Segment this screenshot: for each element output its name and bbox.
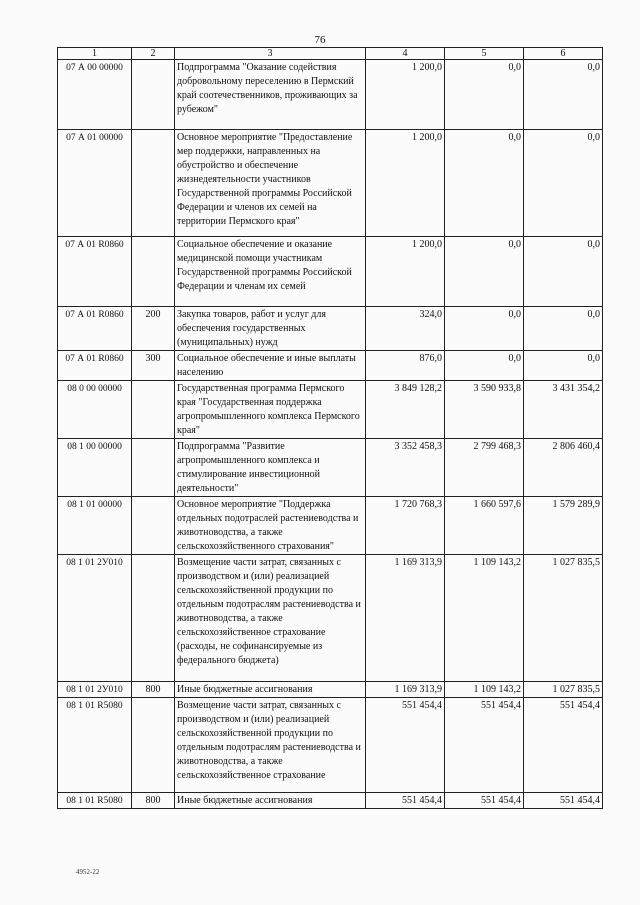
- amount-year1-cell: 1 169 313,9: [366, 682, 445, 698]
- amount-year1-cell: 1 200,0: [366, 237, 445, 307]
- table-row: [58, 351, 603, 381]
- table-row: [58, 497, 603, 555]
- expense-type-cell: [132, 698, 175, 793]
- item-name-cell: Социальное обеспечение и оказание медицинской помощи участникам Государственной программы Российской Федерации и членам их семей: [175, 237, 366, 307]
- table-row: [58, 555, 603, 682]
- expense-type-cell: [132, 555, 175, 682]
- amount-year3-cell: 551 454,4: [524, 698, 603, 793]
- amount-year3-cell: 551 454,4: [524, 793, 603, 809]
- expense-type-cell: 800: [132, 682, 175, 698]
- column-header: 3: [175, 48, 366, 60]
- table-row: [58, 698, 603, 793]
- amount-year1-cell: 1 169 313,9: [366, 555, 445, 682]
- column-header: 1: [58, 48, 132, 60]
- amount-year1-cell: 1 200,0: [366, 130, 445, 237]
- amount-year2-cell: 0,0: [445, 237, 524, 307]
- budget-code-cell: 08 1 01 2У010: [58, 555, 132, 682]
- amount-year2-cell: 0,0: [445, 351, 524, 381]
- amount-year3-cell: 3 431 354,2: [524, 381, 603, 439]
- column-header: 2: [132, 48, 175, 60]
- amount-year3-cell: 0,0: [524, 351, 603, 381]
- amount-year3-cell: 1 579 289,9: [524, 497, 603, 555]
- budget-code-cell: 07 А 01 R0860: [58, 237, 132, 307]
- budget-code-cell: 08 1 01 R5080: [58, 793, 132, 809]
- column-header: 5: [445, 48, 524, 60]
- budget-code-cell: 08 1 01 00000: [58, 497, 132, 555]
- budget-code-cell: 07 А 00 00000: [58, 60, 132, 130]
- budget-code-cell: 08 0 00 00000: [58, 381, 132, 439]
- table-body: [58, 60, 603, 809]
- amount-year1-cell: 324,0: [366, 307, 445, 351]
- expense-type-cell: [132, 60, 175, 130]
- table-row: [58, 793, 603, 809]
- expense-type-cell: [132, 381, 175, 439]
- expense-type-cell: 300: [132, 351, 175, 381]
- amount-year1-cell: 1 720 768,3: [366, 497, 445, 555]
- item-name-cell: Подпрограмма "Развитие агропромышленного комплекса и стимулирование инвестиционной деятельности": [175, 439, 366, 497]
- budget-table: [57, 47, 603, 809]
- amount-year1-cell: 3 849 128,2: [366, 381, 445, 439]
- amount-year2-cell: 1 109 143,2: [445, 682, 524, 698]
- amount-year2-cell: 2 799 468,3: [445, 439, 524, 497]
- amount-year3-cell: 2 806 460,4: [524, 439, 603, 497]
- amount-year3-cell: 0,0: [524, 237, 603, 307]
- budget-code-cell: 07 А 01 R0860: [58, 351, 132, 381]
- table-row: [58, 682, 603, 698]
- expense-type-cell: 200: [132, 307, 175, 351]
- amount-year3-cell: 0,0: [524, 60, 603, 130]
- table-row: [58, 439, 603, 497]
- amount-year1-cell: 551 454,4: [366, 698, 445, 793]
- expense-type-cell: [132, 439, 175, 497]
- item-name-cell: Основное мероприятие "Предоставление мер поддержки, направленных на обустройство и обеспечение жизнедеятельности участников Государственной программы Российской Федерации и членов их семей на территории Пермского края": [175, 130, 366, 237]
- amount-year1-cell: 3 352 458,3: [366, 439, 445, 497]
- column-header: 6: [524, 48, 603, 60]
- budget-code-cell: 08 1 00 00000: [58, 439, 132, 497]
- expense-type-cell: [132, 497, 175, 555]
- expense-type-cell: 800: [132, 793, 175, 809]
- amount-year2-cell: 0,0: [445, 130, 524, 237]
- table-row: [58, 307, 603, 351]
- amount-year3-cell: 0,0: [524, 130, 603, 237]
- item-name-cell: Закупка товаров, работ и услуг для обеспечения государственных (муниципальных) нужд: [175, 307, 366, 351]
- item-name-cell: Социальное обеспечение и иные выплаты населению: [175, 351, 366, 381]
- table-row: [58, 237, 603, 307]
- page-number: 76: [314, 34, 326, 46]
- amount-year1-cell: 551 454,4: [366, 793, 445, 809]
- item-name-cell: Подпрограмма "Оказание содействия добровольному переселению в Пермский край соотечественников, проживающих за рубежом": [175, 60, 366, 130]
- column-header: 4: [366, 48, 445, 60]
- expense-type-cell: [132, 237, 175, 307]
- item-name-cell: Возмещение части затрат, связанных с производством и (или) реализацией сельскохозяйственной продукции по отдельным подотраслям растениеводства и животноводства, а также сельскохозяйственное страхование (расходы, не софинансируемые из федерального бюджета): [175, 555, 366, 682]
- budget-code-cell: 07 А 01 00000: [58, 130, 132, 237]
- amount-year2-cell: 1 109 143,2: [445, 555, 524, 682]
- item-name-cell: Иные бюджетные ассигнования: [175, 682, 366, 698]
- item-name-cell: Основное мероприятие "Поддержка отдельных подотраслей растениеводства и животноводства, а также сельскохозяйственного страхования": [175, 497, 366, 555]
- expense-type-cell: [132, 130, 175, 237]
- item-name-cell: Возмещение части затрат, связанных с производством и (или) реализацией сельскохозяйственной продукции по отдельным подотраслям растениеводства и животноводства, а также сельскохозяйственное страхование: [175, 698, 366, 793]
- table-row: [58, 60, 603, 130]
- item-name-cell: Государственная программа Пермского края "Государственная поддержка агропромышленного комплекса Пермского края": [175, 381, 366, 439]
- amount-year2-cell: 0,0: [445, 60, 524, 130]
- amount-year1-cell: 876,0: [366, 351, 445, 381]
- table-row: [58, 130, 603, 237]
- amount-year2-cell: 3 590 933,8: [445, 381, 524, 439]
- amount-year2-cell: 551 454,4: [445, 698, 524, 793]
- amount-year3-cell: 1 027 835,5: [524, 682, 603, 698]
- amount-year2-cell: 1 660 597,6: [445, 497, 524, 555]
- budget-code-cell: 08 1 01 R5080: [58, 698, 132, 793]
- amount-year2-cell: 0,0: [445, 307, 524, 351]
- budget-code-cell: 08 1 01 2У010: [58, 682, 132, 698]
- document-code: 4952-22: [76, 868, 100, 876]
- amount-year2-cell: 551 454,4: [445, 793, 524, 809]
- amount-year1-cell: 1 200,0: [366, 60, 445, 130]
- table-header-row: [58, 48, 603, 60]
- budget-code-cell: 07 А 01 R0860: [58, 307, 132, 351]
- table-row: [58, 381, 603, 439]
- item-name-cell: Иные бюджетные ассигнования: [175, 793, 366, 809]
- amount-year3-cell: 0,0: [524, 307, 603, 351]
- amount-year3-cell: 1 027 835,5: [524, 555, 603, 682]
